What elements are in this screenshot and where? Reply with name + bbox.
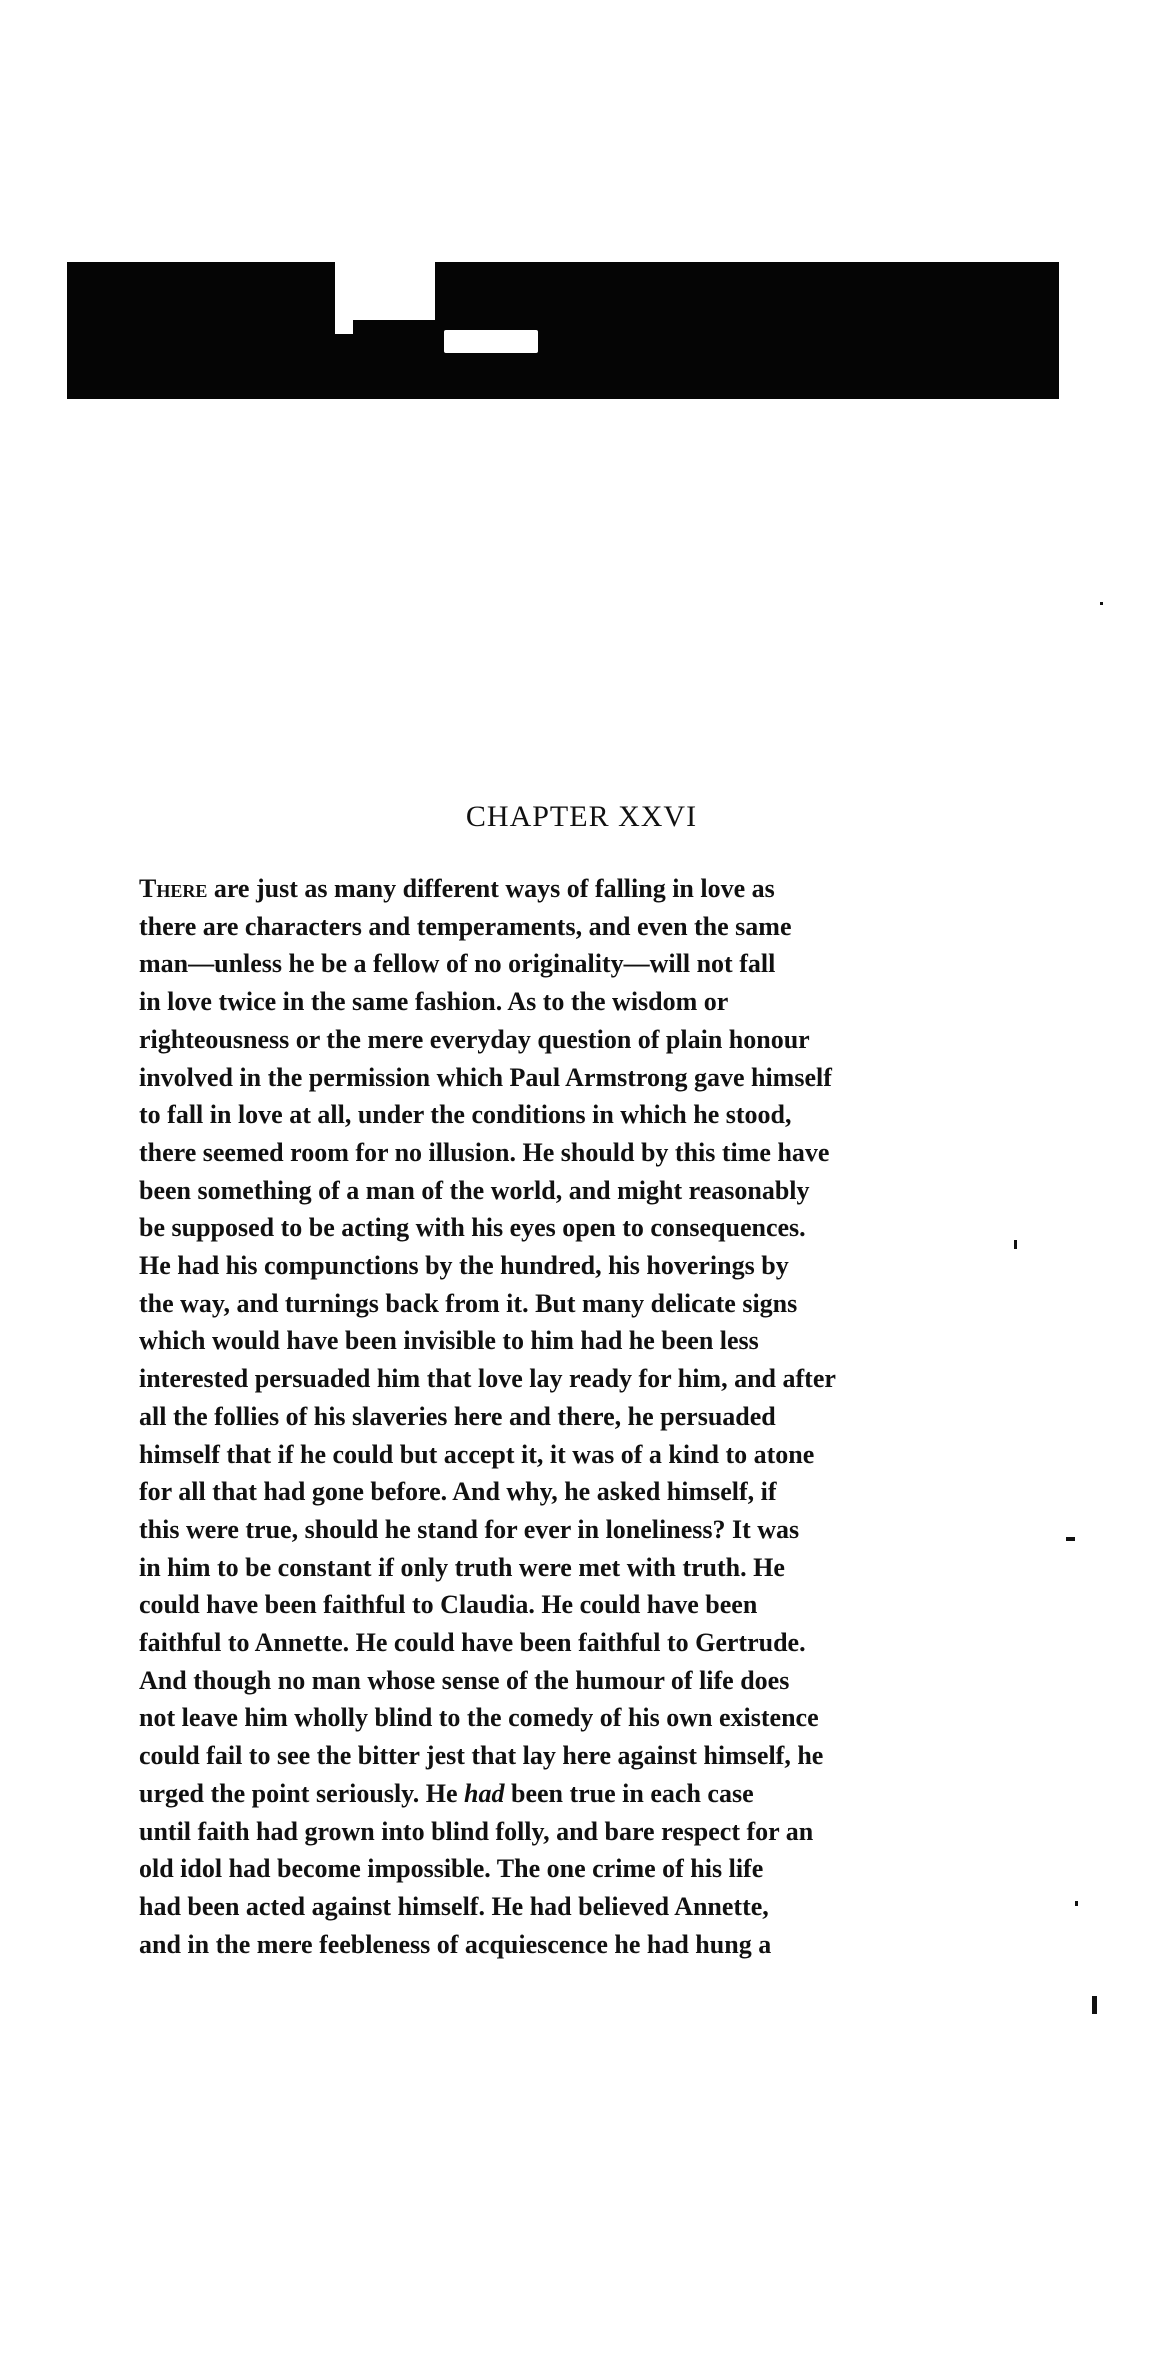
text-line: to fall in love at all, under the conditions in which he stood, [139, 1100, 792, 1130]
scan-speck [1066, 1537, 1075, 1541]
text-line: And though no man whose sense of the humour of life does [139, 1665, 790, 1695]
text-line: there seemed room for no illusion. He should by this time have [139, 1137, 830, 1167]
text-line: He had his compunctions by the hundred, his hoverings by [139, 1251, 789, 1281]
text-line: could fail to see the bitter jest that lay here against himself, he [139, 1741, 824, 1771]
text-line: urged the point seriously. He [139, 1778, 465, 1808]
header-bar-notch [335, 262, 435, 320]
text-line: himself that if he could but accept it, it was of a kind to atone [139, 1439, 815, 1469]
text-line: and in the mere feebleness of acquiescence he had hung a [139, 1929, 772, 1959]
chapter-paragraph [139, 870, 985, 1963]
header-ornament-bar [67, 262, 1059, 399]
text-line: for all that had gone before. And why, he asked himself, if [139, 1477, 777, 1507]
text-line: involved in the permission which Paul Armstrong gave himself [139, 1062, 832, 1092]
text-line: all the follies of his slaveries here and there, he persuaded [139, 1401, 776, 1431]
text-line: righteousness or the mere everyday question of plain honour [139, 1024, 810, 1054]
text-line: not leave him wholly blind to the comedy of his own existence [139, 1703, 819, 1733]
text-line: in love twice in the same fashion. As to the wisdom or [139, 987, 729, 1017]
text-line: been true in each case [504, 1778, 754, 1808]
lead-word: There [139, 874, 208, 903]
text-line: there are characters and temperaments, and even the same [139, 911, 792, 941]
text-line: had been acted against himself. He had believed Annette, [139, 1891, 769, 1921]
scan-speck [1075, 1901, 1078, 1906]
scan-speck [1100, 602, 1103, 605]
scan-speck [1014, 1240, 1017, 1249]
header-bar-step [335, 320, 353, 334]
text-line: in him to be constant if only truth were met with truth. He [139, 1552, 785, 1582]
text-line: interested persuaded him that love lay ready for him, and after [139, 1364, 836, 1394]
text-line: old idol had become impossible. The one crime of his life [139, 1854, 764, 1884]
text-line: could have been faithful to Claudia. He could have been [139, 1590, 758, 1620]
text-line: man—unless he be a fellow of no originality—will not fall [139, 949, 776, 979]
italic-emphasis: had [464, 1778, 505, 1808]
text-line: which would have been invisible to him had he been less [139, 1326, 759, 1356]
text-line: are just as many different ways of falling in love as [207, 874, 775, 903]
chapter-heading: CHAPTER XXVI [465, 800, 698, 833]
text-line: faithful to Annette. He could have been faithful to Gertrude. [139, 1628, 806, 1658]
text-line: the way, and turnings back from it. But many delicate signs [139, 1288, 798, 1318]
text-line: until faith had grown into blind folly, and bare respect for an [139, 1816, 814, 1846]
text-line: been something of a man of the world, and might reasonably [139, 1175, 810, 1205]
header-bar-chip [444, 330, 538, 353]
scan-speck [1092, 1996, 1097, 2014]
text-line: be supposed to be acting with his eyes open to consequences. [139, 1213, 806, 1243]
text-line: this were true, should he stand for ever in loneliness? It was [139, 1514, 800, 1544]
